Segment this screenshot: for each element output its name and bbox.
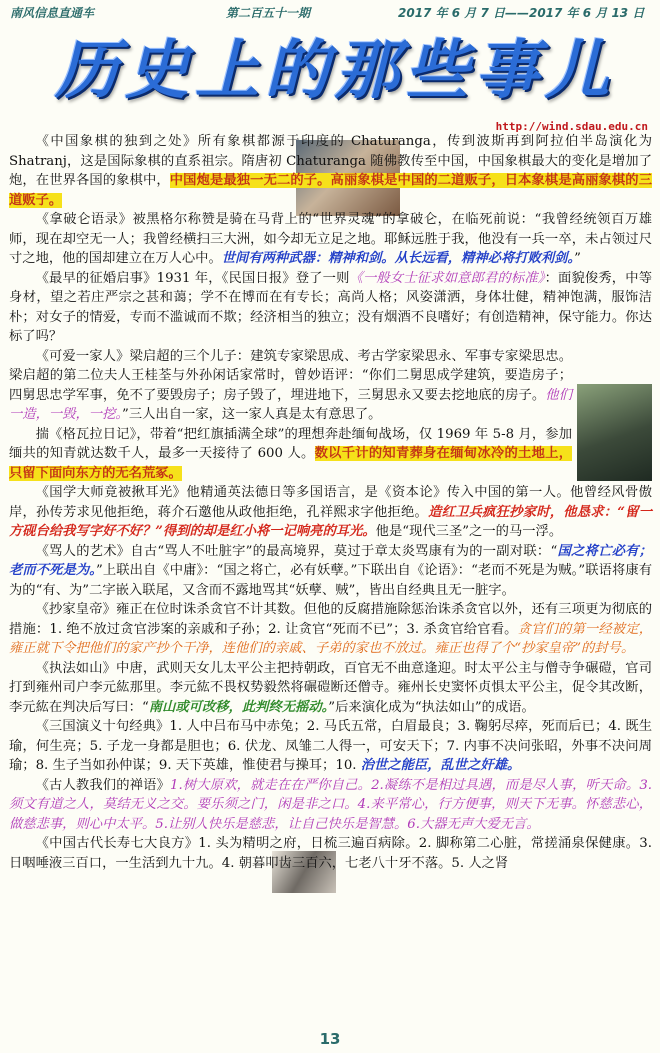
article-paragraph (9, 210, 652, 269)
paragraph-text: 《最早的征婚启事》1931 年，《民国日报》登了一则 (35, 270, 350, 286)
highlighted-text: 《一般女士征求如意郎君的标准》 (349, 270, 545, 286)
article-paragraph (9, 542, 652, 601)
highlighted-text: 国之将亡必有；老而不死是为。 (9, 543, 652, 578)
paragraph-text: 《可爱一家人》梁启超的三个儿子：建筑专家梁思成、考古学家梁思永、军事专家梁思忠。梁启超的第二位夫人王桂荃与外孙闲话家常时，曾妙语评：“你们二舅思成学建筑，要造房子；四舅思忠学军事，免不了要毁房子；房子毁了，埋进地下，三舅思永又要去挖地底的房子。 (9, 348, 572, 403)
highlighted-text: 南山或可改移，此判终无摇动。 (148, 699, 329, 715)
paragraph-text: 《国学大师竟被揪耳光》他精通英法德日等多国语言，是《资本论》传入中国的第一人。他曾经风骨傲岸，孙传芳求见他拒绝，蒋介石邀他从政他拒绝，孔祥熙求字他拒绝。 (9, 485, 652, 520)
article-paragraph (9, 717, 652, 776)
highlighted-text: 造红卫兵疯狂抄家时，他恳求：“留一方砚台给我写字好不好？”得到的却是红小将一记响亮的耳光。 (9, 504, 652, 539)
page-header (0, 0, 660, 22)
highlighted-text: 他们一造，一毁，一挖。 (9, 387, 573, 422)
paragraph-text: ”三人出自一家，这一家人真是太有意思了。 (122, 407, 382, 422)
date-range: 2017 年 6 月 7 日——2017 年 6 月 13 日 (398, 6, 645, 20)
issue-number: 第二百五十一期 (226, 6, 311, 20)
paragraph-text: 《中国象棋的独到之处》所有象棋都源于印度的 Chaturanga，传到波斯再到阿拉伯半岛演化为 Shatranj，这是国际象棋的直系祖宗。隋唐初 Chaturanga 随佛教传至中国，中国象棋最大的变化是增加了炮，在世界各国的象棋中， (9, 134, 652, 188)
page-number: 13 (319, 1030, 341, 1048)
article-paragraph (9, 132, 652, 210)
image-spacer (572, 347, 652, 445)
highlighted-text: 治世之能臣，乱世之奸雄。 (360, 758, 521, 773)
paragraph-text: 揣《格瓦拉日记》，带着“把红旗插满全球”的理想奔赴缅甸战场，仅 1969 年 5-8 月，参加缅共的知青就达数千人，最多一天接待了 600 人。 (9, 426, 572, 461)
article-paragraph (9, 347, 652, 425)
highlighted-text: 中国炮是最独一无二的子。高丽象棋是中国的二道贩子，日本象棋是高丽象棋的三道贩子。 (9, 173, 653, 208)
paragraph-text: ：面貌俊秀，中等身材，望之若庄严宗之甚和蔼；学不在博而在有专长；高尚人格；风姿潇洒，身体壮健，精神饱满，服饰洁朴；对女子的情爱，专而不滥诚而不欺；经济相当的独立；没有烟酒不良嗜好；有创造精神，保守能力。你达标了吗？ (9, 270, 652, 344)
paragraph-text: 《执法如山》中唐，武则天女儿太平公主把持朝政，百官无不曲意逢迎。时太平公主与僧寺争碾磑，官司打到雍州司户李元紘那里。李元紘不畏权势毅然将碾磑断还僧寺。雍州长史窦怀贞惧太平公主，促令其改断，李元紘在判决后写曰：“ (9, 660, 652, 715)
article-paragraph (9, 659, 652, 718)
article-paragraph (9, 834, 652, 873)
masthead (40, 25, 630, 120)
highlighted-text: 世间有两种武器：精神和剑。从长远看，精神必将打败利剑。 (221, 251, 575, 266)
paragraph-text: 他是“现代三圣”之一的马一浮。 (375, 524, 563, 539)
paragraph-text: ” (574, 251, 581, 266)
source-url[interactable]: http://wind.sdau.edu.cn (495, 120, 648, 133)
paragraph-text: 《拿破仑语录》被黑格尔称赞是骑在马背上的“世界灵魂”的拿破仑，在临死前说：“我曾经统领百万雄师，现在却空无一人；我曾经横扫三大洲，如今却无立足之地。耶稣远胜于我，他没有一兵一卒，未占领过尺寸之地，他的国却建立在万人心中。 (9, 212, 652, 266)
paragraph-text: 《古人教我们的禅语》 (35, 777, 171, 793)
article-body (9, 132, 652, 873)
article-paragraph (9, 483, 652, 542)
paragraph-text: 《骂人的艺术》自古“骂人不吐脏字”的最高境界，莫过于章太炎骂康有为的一副对联：“ (35, 543, 558, 559)
newsletter-name: 南风信息直通车 (10, 6, 95, 20)
highlighted-text: 贪官们的第一经被定，雍正就下令把他们的家产抄个干净，连他们的亲戚、子弟的家也不放过。雍正也得了个“抄家皇帝”的封号。 (9, 621, 653, 656)
paragraph-text: 《抄家皇帝》雍正在位时诛杀贪官不计其数。但他的反腐措施除惩治诛杀贪官以外，还有三项更为彻底的措施：1. 绝不放过贪官涉案的亲戚和子孙；2. 让贪官“死而不已”；3. 杀贪官给官看。 (9, 602, 652, 637)
page-title: 历史上的那些事儿 (55, 34, 615, 108)
article-paragraph (9, 600, 652, 659)
highlighted-text: 数以千计的知青葬身在缅甸冰冷的土地上，只留下面向东方的无名荒冢。 (9, 446, 572, 481)
article-paragraph (9, 776, 652, 835)
highlighted-text: 1.树大原欢，就走在在严你自己。2.凝练不是相过具遇，而是尽人事，听天命。3.须文有道之人，莫结无义之交。要乐须之门，闲是非之口。4.来平常心，行方便事，则天下无事。怀慈悲心，做慈悲事，则心中太平。5.让别人快乐是慈悲，让自己快乐是智慧。6.大器无声大爱无言。 (9, 777, 653, 832)
paragraph-text: ”上联出自《中庸》：“国之将亡，必有妖孽。”下联出自《论语》：“老而不死是为贼。”联语将康有为的“有、为”二字嵌入联尾，又含而不露地骂其“妖孽、贼”，皆出自经典且无一脏字。 (9, 563, 652, 598)
paragraph-text: ”后来演化成为“执法如山”的成语。 (328, 699, 535, 715)
paragraph-text: 《三国演义十句经典》1. 人中吕布马中赤兔；2. 马氏五常，白眉最良；3. 鞠躬尽瘁，死而后已；4. 既生瑜，何生亮；5. 子龙一身都是胆也；6. 伏龙、凤雏二人得一，可安天下；7. 内事不决问张昭，外事不决问周瑜；8. 生子当如孙仲谋；9. 天下英雄，惟使君与操耳；10. (9, 719, 652, 773)
article-paragraph (9, 425, 652, 484)
article-paragraph (9, 269, 652, 347)
paragraph-text: 《中国古代长寿七大良方》1. 头为精明之府，日梳三遍百病除。2. 脚称第二心脏，常搓涌泉保健康。3. 日咽唾液三百口，一生活到九十九。4. 朝暮叩齿三百六，七老八十牙不落。5. 人之肾 (9, 836, 652, 871)
